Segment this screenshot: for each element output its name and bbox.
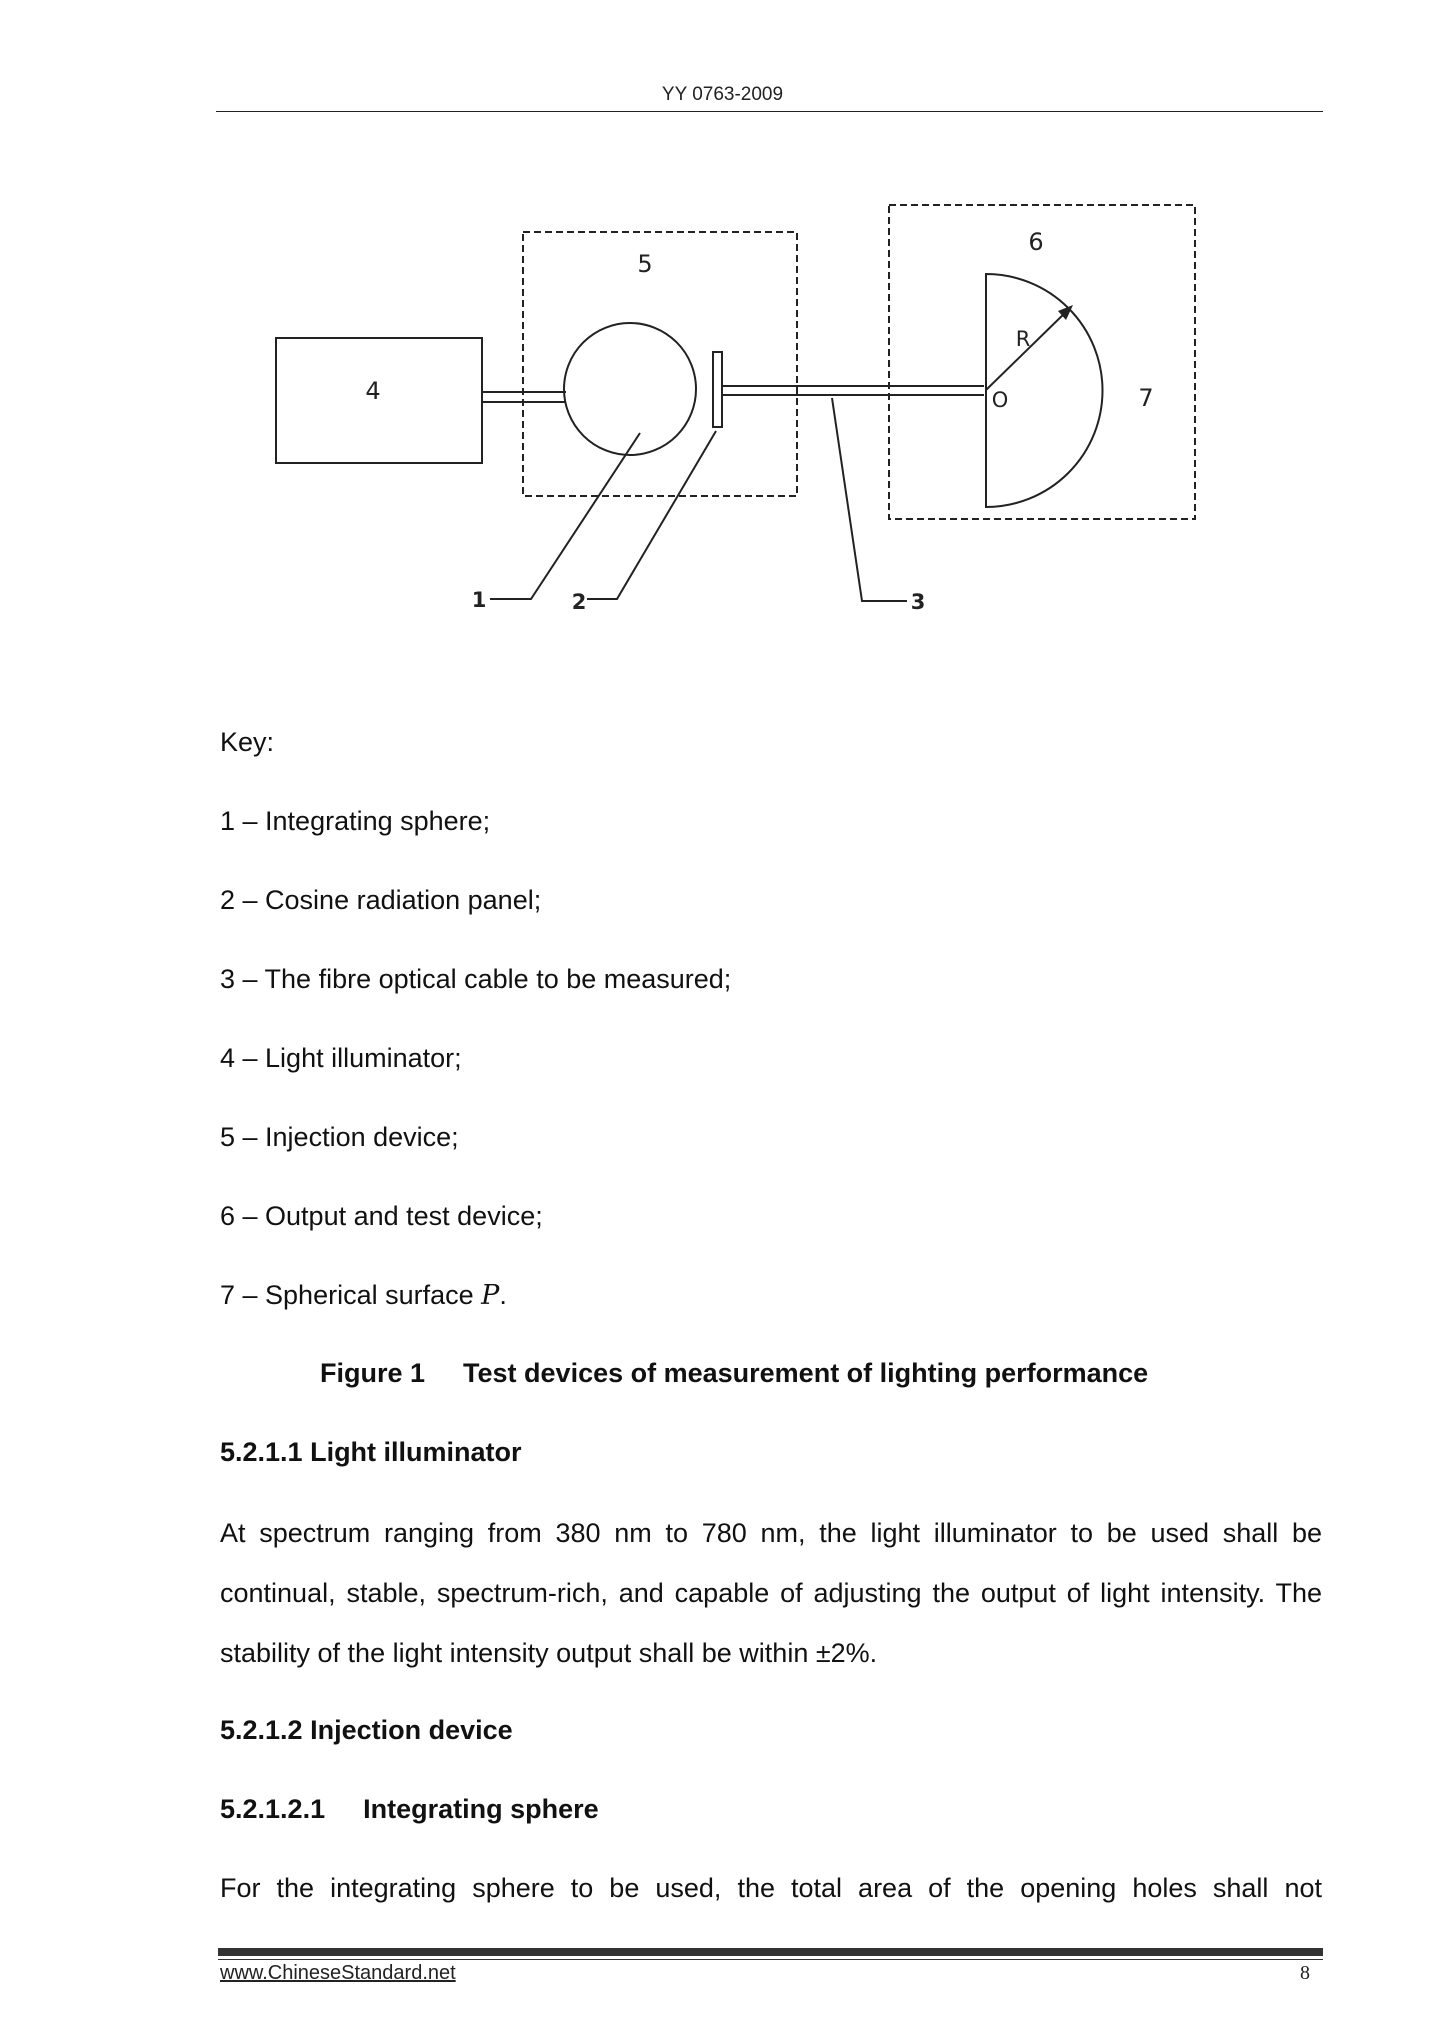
label-4: 4 (365, 377, 381, 405)
key-item-7-suffix: . (499, 1280, 507, 1310)
subsection-title: Integrating sphere (363, 1794, 599, 1824)
footer-rule-thick (218, 1948, 1323, 1956)
label-5: 5 (637, 250, 653, 278)
label-7: 7 (1138, 384, 1154, 412)
section-heading-integrating-sphere (220, 1794, 599, 1824)
label-2: 2 (571, 590, 587, 614)
figure-number: Figure 1 (320, 1358, 426, 1388)
leader-line-3 (832, 398, 907, 601)
key-item-4: 4 – Light illuminator; (220, 1043, 462, 1073)
section-heading-light-illuminator: 5.2.1.1 Light illuminator (220, 1437, 522, 1467)
integrating-sphere-paragraph: For the integrating sphere to be used, the total area of the opening holes shall not (220, 1873, 1322, 1903)
label-1: 1 (471, 588, 487, 612)
label-O: O (991, 388, 1009, 412)
light-illuminator-paragraph: At spectrum ranging from 380 nm to 780 nm, the light illuminator to be used shall be continual, stable, spectrum-rich, and capable of adjusting the output of light intensity. The stability of the light intensity output shall be within ±2%. (220, 1518, 1322, 1668)
leader-line-2 (587, 431, 716, 599)
key-item-6: 6 – Output and test device; (220, 1201, 543, 1231)
integrating-sphere (564, 323, 696, 455)
injection-device-box (523, 232, 797, 496)
key-item-3: 3 – The fibre optical cable to be measured; (220, 964, 732, 994)
subsection-number: 5.2.1.2.1 (220, 1794, 326, 1824)
key-item-7 (220, 1280, 507, 1311)
key-item-5: 5 – Injection device; (220, 1122, 459, 1152)
website-link[interactable]: www.ChineseStandard.net (220, 1962, 456, 1984)
key-item-1: 1 – Integrating sphere; (220, 806, 491, 836)
figure-caption (320, 1358, 1148, 1389)
page-number: 8 (1300, 1962, 1310, 1984)
key-item-7-prefix: 7 – Spherical surface (220, 1280, 482, 1310)
label-6: 6 (1028, 228, 1044, 256)
label-R: R (1015, 327, 1031, 351)
running-header: YY 0763-2009 (661, 84, 784, 105)
footer-rule-thin (218, 1959, 1323, 1960)
leader-line-1 (490, 433, 640, 599)
cosine-radiation-panel (713, 352, 722, 427)
symbol-p: P (481, 1280, 500, 1311)
test-device-diagram (0, 0, 1445, 640)
figure-title: Test devices of measurement of lighting performance (463, 1358, 1149, 1388)
key-title: Key: (220, 727, 275, 757)
label-3: 3 (910, 590, 926, 614)
key-item-2: 2 – Cosine radiation panel; (220, 885, 542, 915)
section-heading-injection-device: 5.2.1.2 Injection device (220, 1715, 513, 1745)
